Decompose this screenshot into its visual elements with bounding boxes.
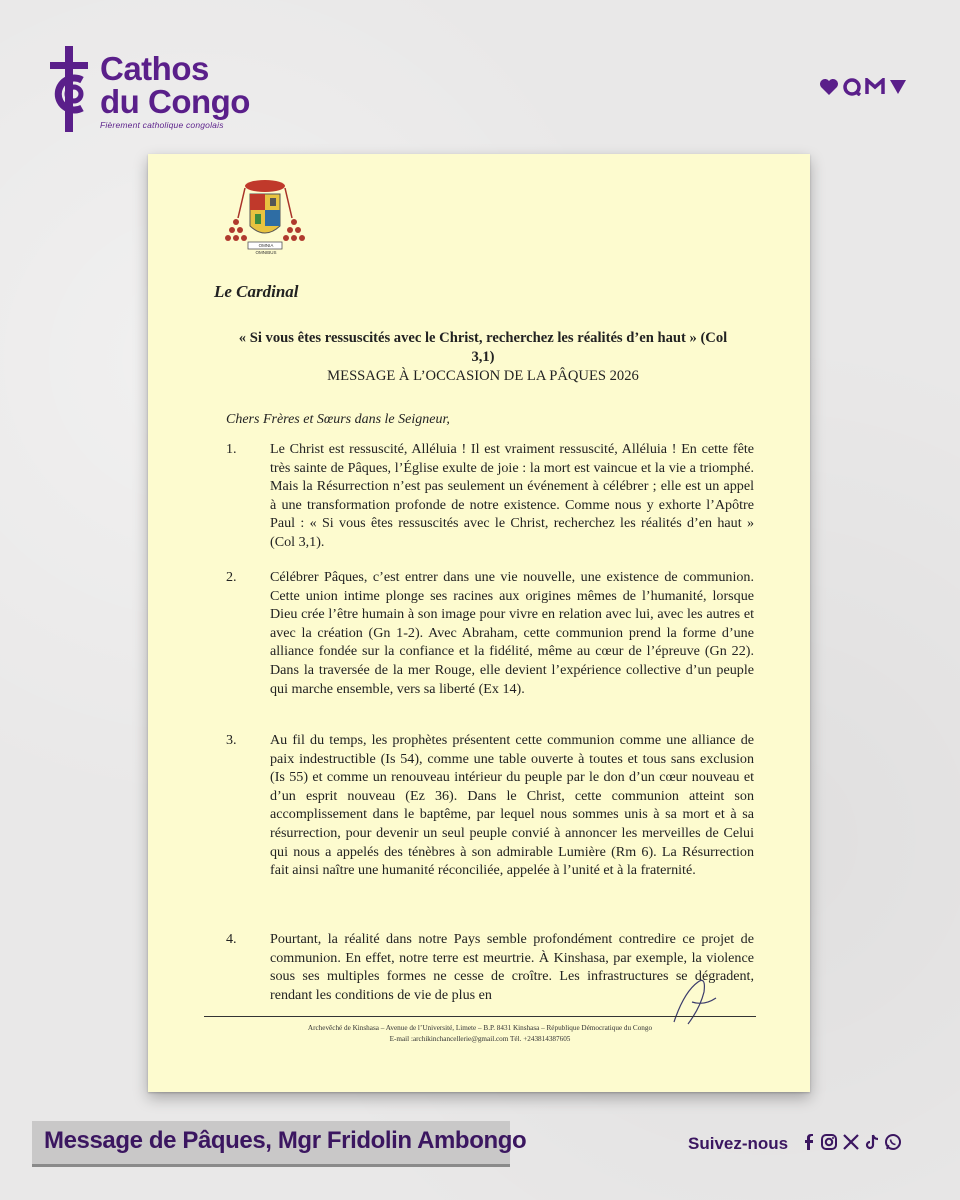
cross-logo-icon: [44, 46, 94, 132]
paragraph-text: Au fil du temps, les prophètes présentent cette communion comme une alliance de paix indestructible (Is 54), comme une table ouverte à toutes et tous sans exclusion (Is 55) et comme un renouveau intérieur du peuple par le don d’un cœur nouveau et d’un esprit nouveau (Ez 36). Dans le Christ, cette communion atteint son accomplissement dans le baptême, par lequel nous sommes unis à sa mort et à sa résurrection, pour devenir un seul peuple convié à annoncer les merveilles de Celui qui nous a appelés des ténèbres à son admirable Lumière (Rm 6). La Résurrection fait ainsi naître une humanité réconciliée, appelée à l’unité et à la fraternité.: [270, 732, 754, 879]
paragraph-number: 3.: [226, 732, 237, 748]
post-caption: Message de Pâques, Mgr Fridolin Ambongo: [44, 1127, 527, 1154]
facebook-icon[interactable]: [800, 1133, 816, 1156]
paragraph-number: 2.: [226, 569, 237, 585]
heart-icon[interactable]: [819, 78, 839, 101]
bookmark-icon[interactable]: [888, 78, 908, 101]
brand-logo[interactable]: [44, 46, 250, 132]
paragraph-number: 4.: [226, 931, 237, 947]
heading-quote: « Si vous êtes ressuscités avec le Christ, recherchez les réalités d’en haut » (Col 3,1): [238, 330, 728, 365]
paragraph-2: [226, 568, 754, 698]
greeting: Chers Frères et Sœurs dans le Seigneur,: [226, 412, 450, 427]
footer-divider: [204, 1016, 756, 1017]
footer-contact: E-mail :archikinchancellerie@gmail.com Tél. +243814387605: [389, 1035, 571, 1043]
paragraph-3: [226, 731, 754, 880]
x-icon[interactable]: [842, 1133, 860, 1156]
comment-icon[interactable]: [842, 78, 862, 101]
paragraph-1: [226, 440, 754, 552]
signature-mark: [664, 972, 724, 1030]
instagram-icon[interactable]: [820, 1133, 838, 1156]
post-actions: [819, 78, 908, 101]
letter-heading: [238, 329, 728, 386]
paragraph-text: Célébrer Pâques, c’est entrer dans une vie nouvelle, une existence de communion. Cette union intime plonge ses racines aux origines mêmes de l’humanité, lorsque Dieu crée l’être humain à son image pour vivre en relation avec lui, avec les autres et avec la création (Gn 1-2). Avec Abraham, cette communion prend la forme d’une alliance fondée sur la confiance et la fidélité, même au cœur de l’épreuve (Gn 22). Dans la traversée de la mer Rouge, elle devient l’expérience collective d’un peuple qui marche ensemble, vers sa liberté (Ex 14).: [270, 569, 754, 697]
brand-name-line1: Cathos: [100, 50, 209, 87]
follow-label: Suivez-nous: [688, 1134, 789, 1153]
whatsapp-icon[interactable]: [884, 1133, 902, 1156]
cardinal-coat-of-arms-icon: [220, 178, 310, 264]
heading-subtitle: MESSAGE À L’OCCASION DE LA PÂQUES 2026: [327, 368, 639, 384]
send-icon[interactable]: [865, 78, 885, 101]
paragraph-text: Pourtant, la réalité dans notre Pays semble profondément contredire ce projet de communion. En effet, notre terre est meurtrie. À Kinshasa, par exemple, la violence sous ses multiples formes ne cesse de croître. Les infrastructures se dégradent, rendant les conditions de vie de plus en: [270, 931, 754, 1003]
paragraph-text: Le Christ est ressuscité, Alléluia ! Il est vraiment ressuscité, Alléluia ! En cette fête très sainte de Pâques, l’Église exulte de joie : la mort est vaincue et la vie a triomphé. Mais la Résurrection n’est pas seulement un événement à célébrer ; elle est un appel à une transformation profonde de notre existence. Comme nous y exhorte l’Apôtre Paul : « Si vous êtes ressuscités avec le Christ, recherchez les réalités d’en haut » (Col 3,1).: [270, 441, 754, 550]
sender-title: Le Cardinal: [214, 282, 299, 301]
social-links: [800, 1133, 902, 1156]
brand-tagline: Fièrement catholique congolais: [100, 120, 224, 130]
footer-address: Archevêché de Kinshasa – Avenue de l’Université, Limete – B.P. 8431 Kinshasa – République Démocratique du Congo: [307, 1024, 653, 1032]
crest-motto: OMNIA OMNIBUS: [255, 243, 277, 255]
paragraph-number: 1.: [226, 441, 237, 457]
tiktok-icon[interactable]: [864, 1133, 880, 1156]
brand-name-line2: du Congo: [100, 83, 250, 120]
letter-document: [148, 154, 810, 1092]
